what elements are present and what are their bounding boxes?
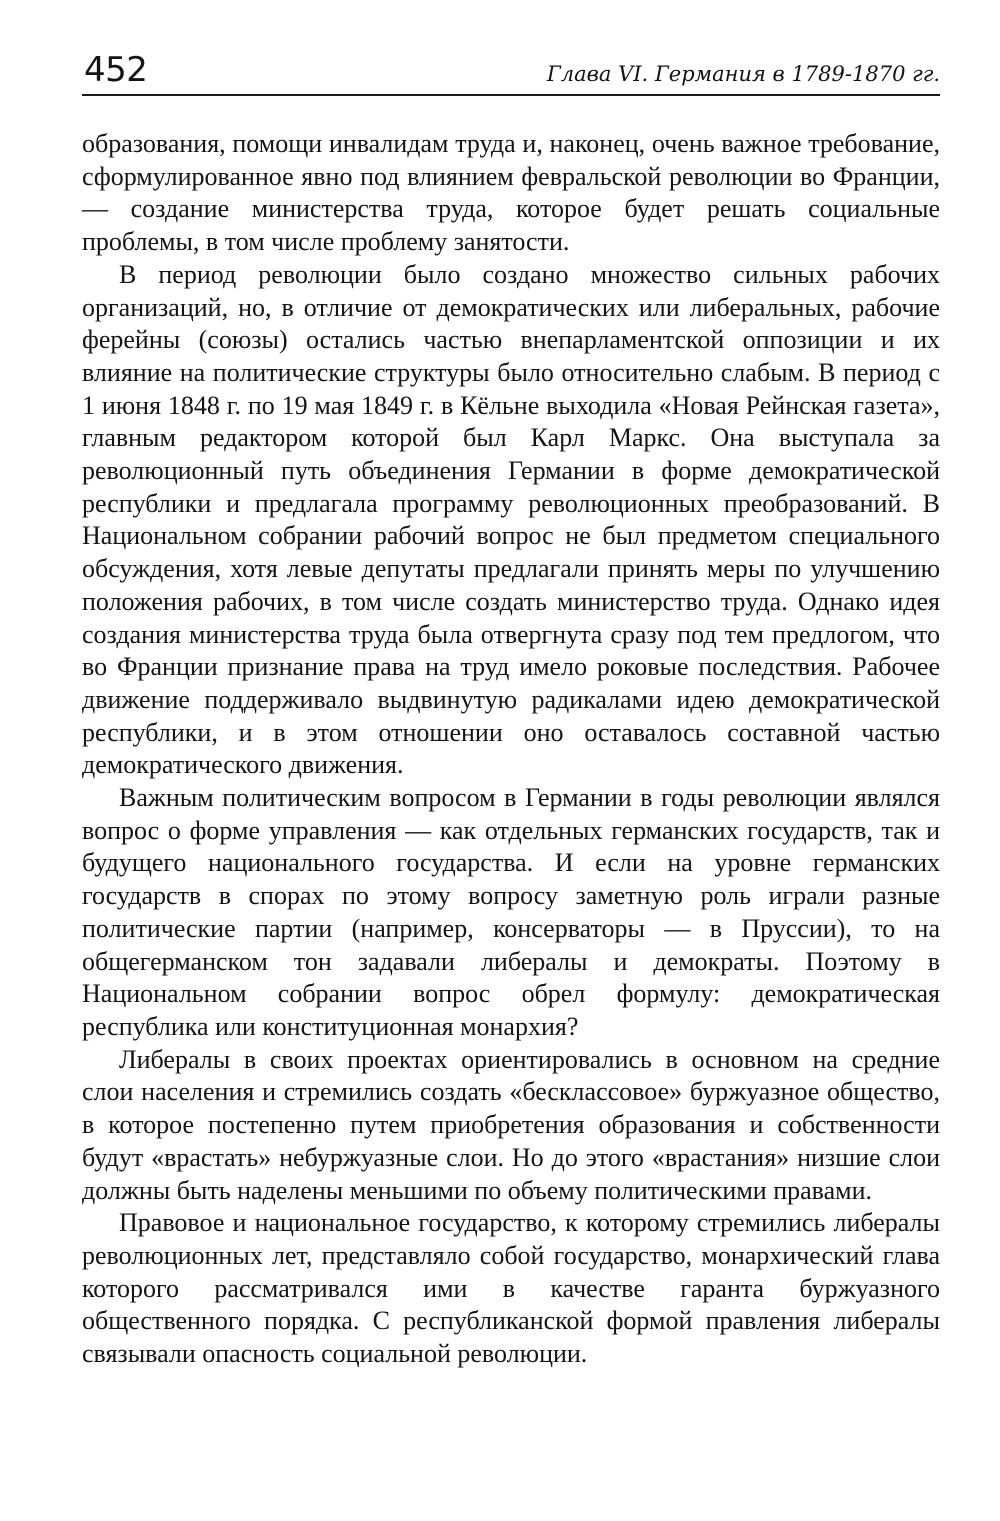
page-number: 452 <box>84 50 148 90</box>
paragraph-5: Правовое и национальное государство, к которому стремились либералы революционных лет, представляло собой государство, монархический глава которого рассматривался ими в качестве гаранта буржуазного общественного порядка. С республиканской формой правления либералы связывали опасность социальной революции. <box>82 1208 940 1369</box>
paragraph-3: Важным политическим вопросом в Германии в годы революции являлся вопрос о форме управления — как отдельных германских государств, так и будущего национального государства. И если на уровне германских государств в спорах по этому вопросу заметную роль играли разные политические партии (например, консерваторы — в Пруссии), то на общегерманском тон задавали либералы и демократы. Поэтому в Национальном собрании вопрос обрел формулу: демократическая республика или конституционная монархия? <box>82 783 940 1041</box>
body-text <box>82 128 940 1371</box>
paragraph-2: В период революции было создано множество сильных рабочих организаций, но, в отличие от демократических или либеральных, рабочие ферейны (союзы) остались частью внепарламентской оппозиции и их влияние на политические структуры было относительно слабым. В период с 1 июня 1848 г. по 19 мая 1849 г. в Кёльне выходила «Новая Рейнская газета», главным редактором которой был Карл Маркс. Она выступала за революционный путь объединения Германии в форме демократической республики и предлагала программу революционных преобразований. В Национальном собрании рабочий вопрос не был предметом специального обсуждения, хотя левые депутаты предлагали принять меры по улучшению положения рабочих, в том числе создать министерство труда. Однако идея создания министерства труда была отвергнута сразу под тем предлогом, что во Франции признание права на труд имело роковые последствия. Рабочее движение поддерживало выдвинутую радикалами идею демократической республики, и в этом отношении оно оставалось составной частью демократического движения. <box>82 259 940 780</box>
chapter-title: Глава VI. Германия в 1789-1870 гг. <box>546 62 940 86</box>
paragraph-1: образования, помощи инвалидам труда и, наконец, очень важное требование, сформулированное явно под влиянием февральской революции во Франции, — создание министерства труда, которое будет решать социальные проблемы, в том числе проблему занятости. <box>82 129 940 257</box>
running-head <box>82 50 940 96</box>
paragraph-4: Либералы в своих проектах ориентировались в основном на средние слои населения и стремились создать «бесклассовое» буржуазное общество, в которое постепенно путем приобретения образования и собственности будут «врастать» небуржуазные слои. Но до этого «врастания» низшие слои должны быть наделены меньшими по объему политическими правами. <box>82 1044 940 1205</box>
